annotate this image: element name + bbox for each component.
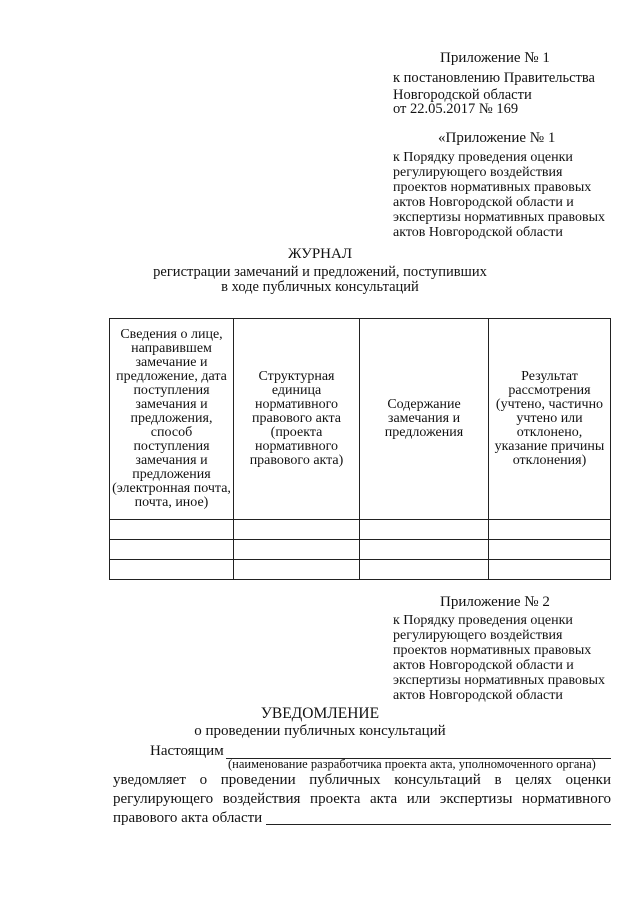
table-cell[interactable] xyxy=(234,540,360,560)
developer-name-caption: (наименование разработчика проекта акта, уполномоченного органа) xyxy=(228,757,596,771)
journal-table xyxy=(109,318,611,580)
appendix1-quoted-line: регулирующего воздействия xyxy=(393,165,563,180)
appendix1-date: от 22.05.2017 № 169 xyxy=(393,101,519,117)
table-cell[interactable] xyxy=(110,560,234,580)
table-row xyxy=(110,540,611,560)
table-cell[interactable] xyxy=(110,540,234,560)
table-cell[interactable] xyxy=(360,560,489,580)
appendix1-line: к постановлению Правительства xyxy=(393,70,595,86)
column-header: Сведения о лице, направившем замечание и предложение, дата поступления замечания и предложения, способ поступления замечания и предложения (электронная почта, почта, иное) xyxy=(110,319,234,520)
appendix2-line: экспертизы нормативных правовых xyxy=(393,673,605,688)
appendix1-text xyxy=(393,70,633,104)
appendix2-line: проектов нормативных правовых xyxy=(393,643,592,658)
table-cell[interactable] xyxy=(110,520,234,540)
notice-lead-word: Настоящим xyxy=(150,743,224,759)
notice-title: УВЕДОМЛЕНИЕ xyxy=(260,705,380,722)
appendix2-line: актов Новгородской области xyxy=(393,688,563,703)
appendix1-quoted-line: актов Новгородской области и xyxy=(393,195,574,210)
appendix1-quoted-line: экспертизы нормативных правовых xyxy=(393,210,605,225)
table-cell[interactable] xyxy=(234,520,360,540)
appendix2-line: актов Новгородской области и xyxy=(393,658,574,673)
column-header: Структурная единица нормативного правового акта (проекта нормативного правового акта) xyxy=(234,319,360,520)
journal-subtitle-line: регистрации замечаний и предложений, поступивших xyxy=(153,264,487,280)
table-cell[interactable] xyxy=(360,520,489,540)
notice-line: правового акта области xyxy=(113,810,263,826)
column-header: Содержание замечания и предложения xyxy=(360,319,489,520)
appendix1-quoted-line: актов Новгородской области xyxy=(393,225,563,240)
act-name-field[interactable] xyxy=(266,824,611,825)
appendix1-quoted-text xyxy=(393,150,633,240)
appendix2-line: регулирующего воздействия xyxy=(393,628,563,643)
notice-line: уведомляет о проведении публичных консультаций в целях оценки xyxy=(113,772,611,788)
journal-title: ЖУРНАЛ xyxy=(287,246,353,262)
table-cell[interactable] xyxy=(489,540,611,560)
appendix2-heading: Приложение № 2 xyxy=(440,594,550,610)
appendix2-line: к Порядку проведения оценки xyxy=(393,613,573,628)
table-cell[interactable] xyxy=(489,520,611,540)
appendix1-heading: Приложение № 1 xyxy=(440,50,550,66)
table-cell[interactable] xyxy=(360,540,489,560)
journal-subtitle-line: в ходе публичных консультаций xyxy=(221,279,419,295)
table-header-row xyxy=(110,319,611,520)
notice-line: регулирующего воздействия проекта акта или экспертизы нормативного xyxy=(113,791,611,807)
column-header: Результат рассмотрения (учтено, частично учтено или отклонено, указание причины отклонения) xyxy=(489,319,611,520)
appendix1-quoted-line: к Порядку проведения оценки xyxy=(393,150,573,165)
appendix1-quoted-heading: «Приложение № 1 xyxy=(438,130,556,146)
notice-subtitle: о проведении публичных консультаций xyxy=(194,723,446,739)
table-row xyxy=(110,560,611,580)
appendix1-quoted-line: проектов нормативных правовых xyxy=(393,180,592,195)
appendix1-line: Новгородской области xyxy=(393,87,532,103)
appendix2-text xyxy=(393,613,633,703)
table-cell[interactable] xyxy=(489,560,611,580)
journal-subtitle xyxy=(0,265,640,295)
table-row xyxy=(110,520,611,540)
table-cell[interactable] xyxy=(234,560,360,580)
